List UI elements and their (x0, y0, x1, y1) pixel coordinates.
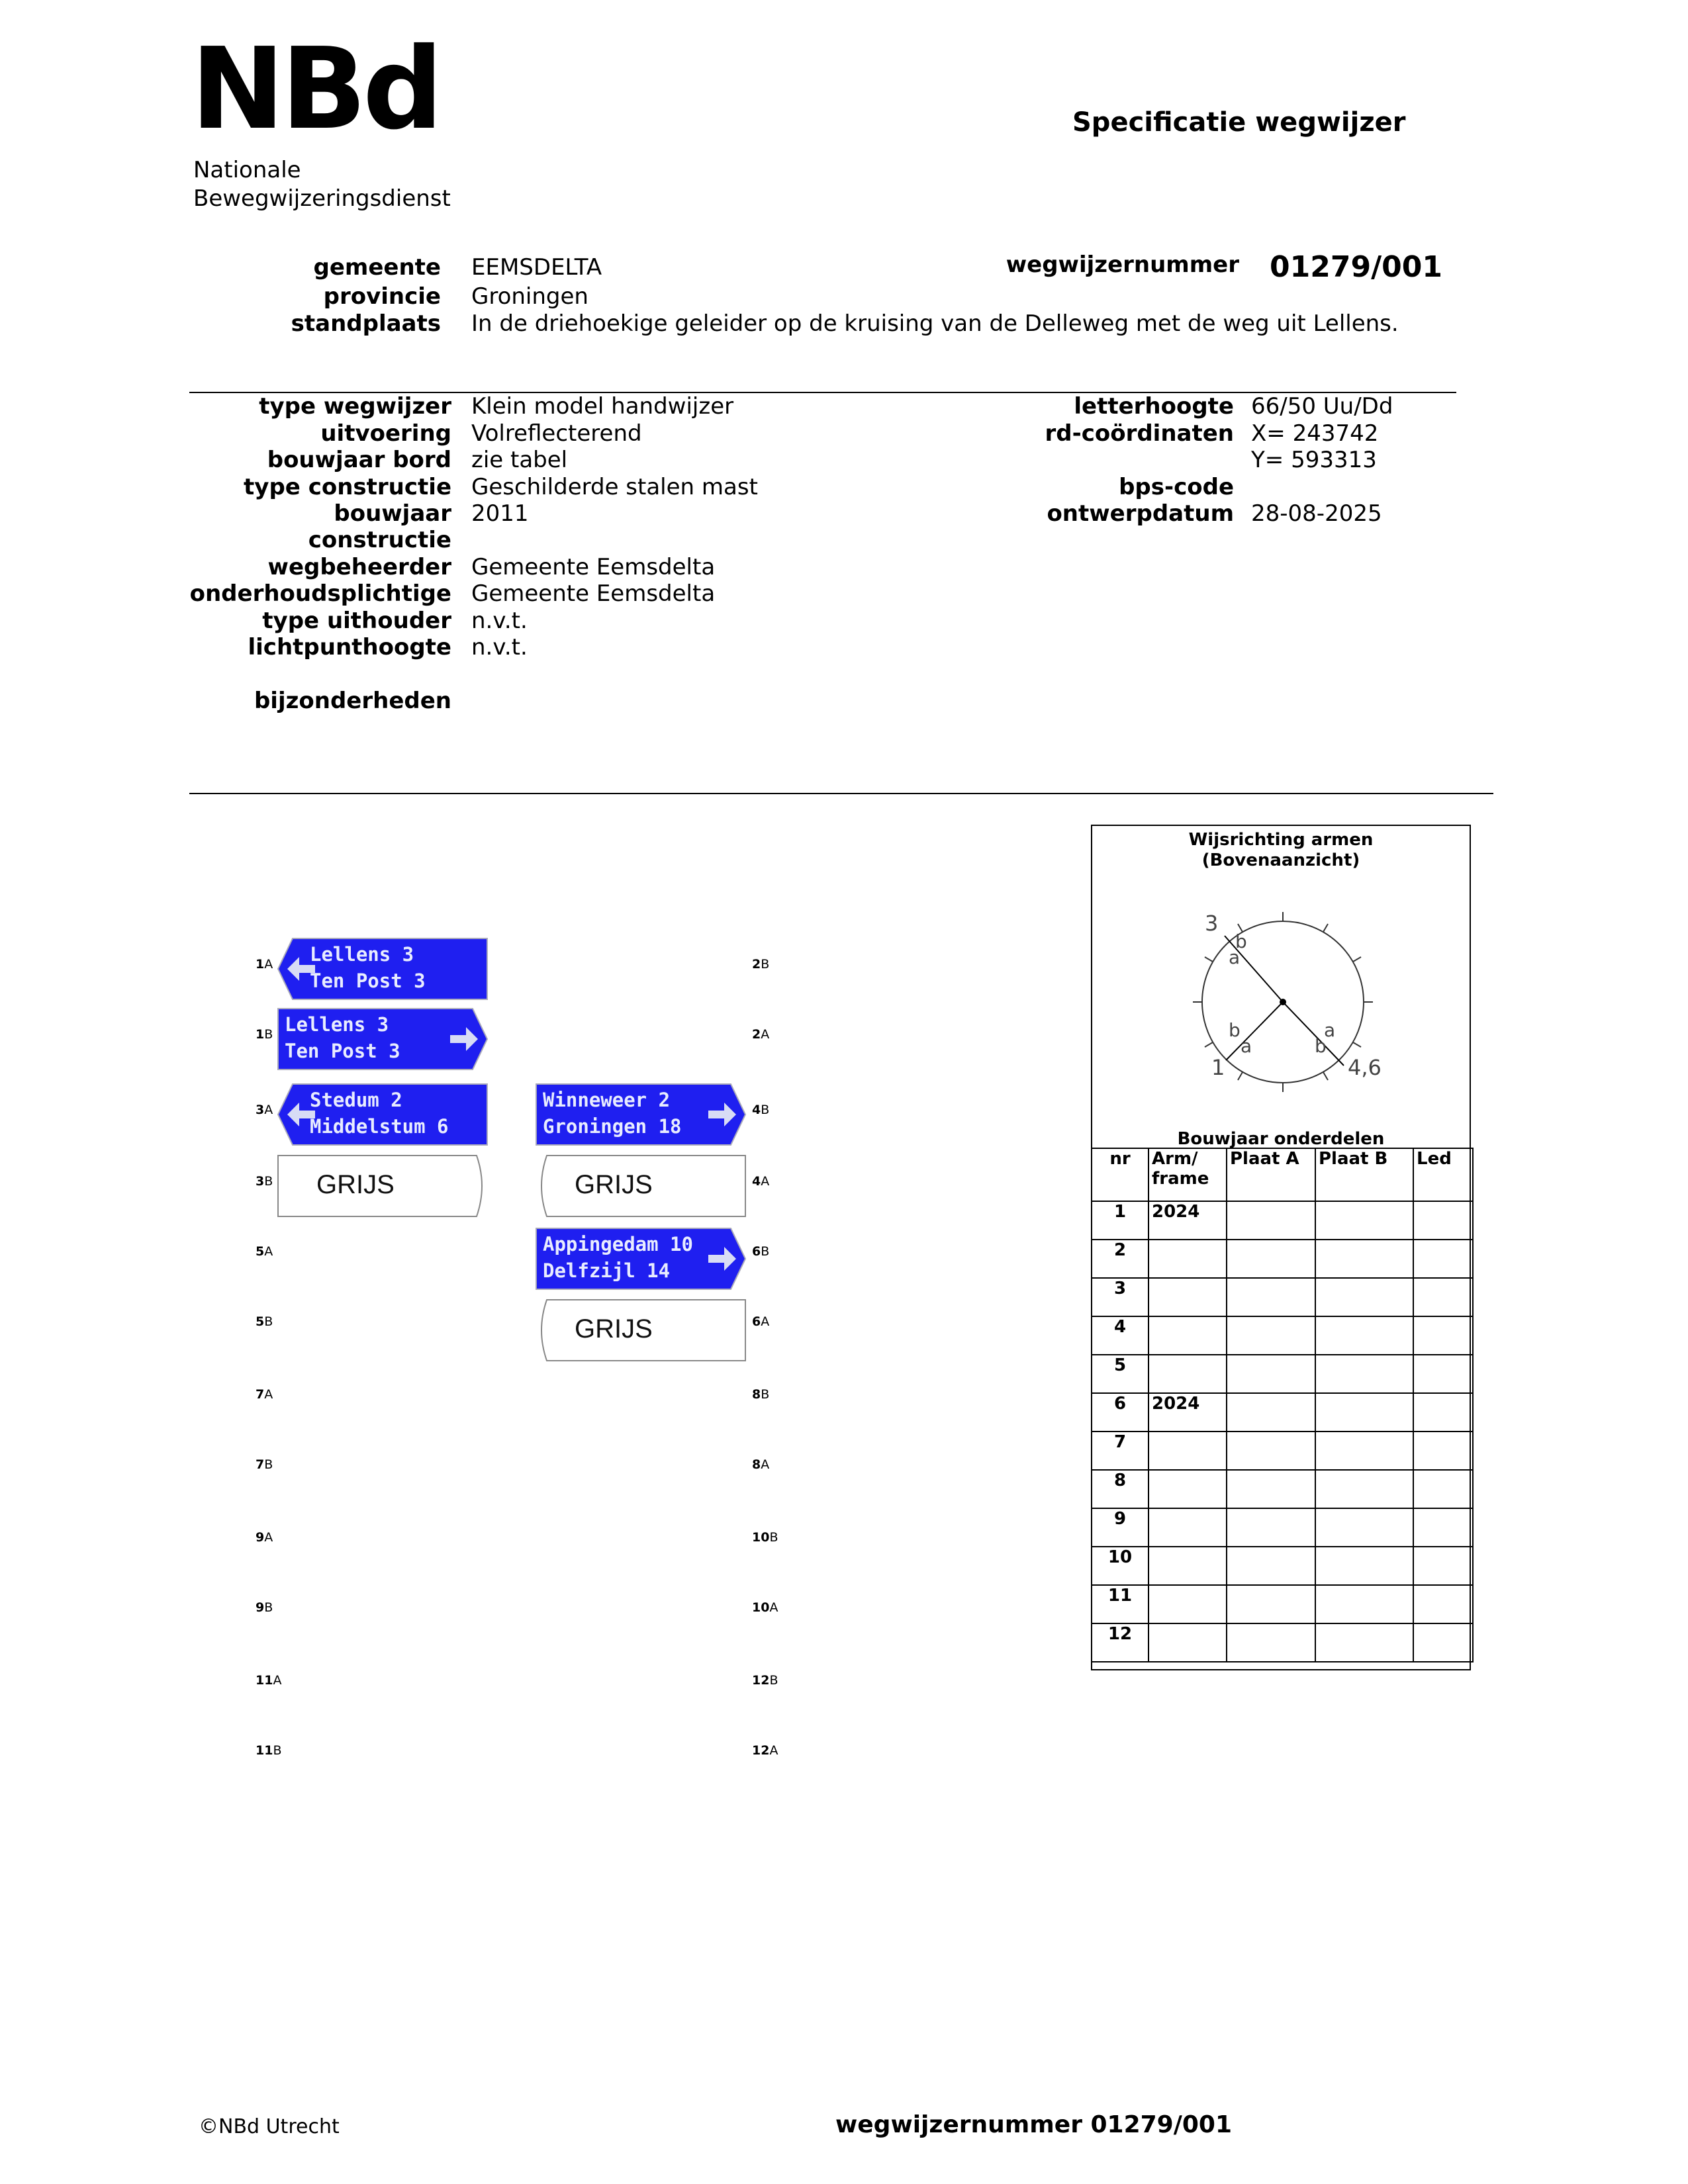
cell-arm-frame: 2024 (1149, 1393, 1227, 1432)
cell-led (1413, 1240, 1473, 1278)
sign-4b-line-1: Winneweer 2 (543, 1089, 671, 1111)
compass-b-46: b (1315, 1035, 1327, 1057)
onderhoudsplichtige-value: Gemeente Eemsdelta (471, 580, 716, 607)
cell-plaat-a (1227, 1432, 1315, 1470)
cell-nr: 2 (1092, 1240, 1149, 1278)
position-number: 11 (256, 1743, 273, 1758)
sign-6a-grey-label: GRIJS (575, 1314, 653, 1343)
compass-label-4-6: 4,6 (1348, 1055, 1382, 1080)
rd-coordinaten-label: rd-coördinaten (1045, 420, 1234, 447)
position-number: 4 (752, 1103, 761, 1117)
position-label (256, 1314, 273, 1329)
position-side: A (264, 1387, 273, 1402)
type-constructie-label: type constructie (244, 474, 451, 500)
position-label (256, 1743, 282, 1758)
compass-center (1280, 999, 1286, 1005)
position-number: 10 (752, 1600, 770, 1615)
wijsrichting-title: Wijsrichting armen (1188, 830, 1374, 850)
cell-arm-frame (1149, 1470, 1227, 1508)
bouwjaar-constructie-label-2: constructie (308, 527, 451, 553)
type-wegwijzer-label: type wegwijzer (259, 393, 451, 420)
position-number: 10 (752, 1530, 770, 1545)
wijsrichting-subtitle: (Bovenaanzicht) (1201, 850, 1360, 870)
position-side: A (264, 957, 273, 972)
position-side: A (769, 1600, 778, 1615)
cell-arm-frame (1149, 1585, 1227, 1623)
table-row (1092, 1508, 1473, 1547)
logo-line-2: Bewegwijzeringsdienst (193, 185, 451, 212)
cell-nr: 12 (1092, 1623, 1149, 1662)
arm-3 (1225, 936, 1283, 1002)
cell-nr: 8 (1092, 1470, 1149, 1508)
cell-plaat-b (1315, 1201, 1413, 1240)
position-label (752, 1027, 769, 1042)
cell-plaat-b (1315, 1240, 1413, 1278)
provincie-value: Groningen (471, 283, 588, 310)
gemeente-label: gemeente (313, 254, 441, 281)
wegbeheerder-label: wegbeheerder (267, 554, 451, 580)
position-label (256, 1457, 273, 1472)
position-side: B (769, 1673, 778, 1688)
position-label (752, 1673, 778, 1688)
rd-y-value: Y= 593313 (1251, 447, 1377, 473)
provincie-label: provincie (323, 283, 441, 310)
cell-nr: 7 (1092, 1432, 1149, 1470)
sign-4b-line-2: Groningen 18 (543, 1115, 682, 1138)
position-side: A (273, 1673, 282, 1688)
col-nr: nr (1092, 1148, 1149, 1201)
bouwjaar-constructie-label-1: bouwjaar (334, 500, 451, 527)
cell-plaat-a (1227, 1547, 1315, 1585)
gemeente-value: EEMSDELTA (471, 254, 602, 281)
position-side: B (761, 1103, 770, 1117)
table-row (1092, 1547, 1473, 1585)
table-row (1092, 1278, 1473, 1316)
table-row (1092, 1201, 1473, 1240)
cell-arm-frame (1149, 1316, 1227, 1355)
cell-plaat-b (1315, 1278, 1413, 1316)
position-side: B (264, 1457, 273, 1472)
compass-a-46: a (1324, 1019, 1336, 1041)
cell-led (1413, 1278, 1473, 1316)
position-label (752, 1530, 778, 1545)
sign-3a-line-2: Middelstum 6 (310, 1115, 449, 1138)
position-label (752, 1314, 769, 1329)
position-label (256, 1027, 273, 1042)
position-label (256, 1530, 273, 1545)
sign-1a-line-1: Lellens 3 (310, 943, 414, 966)
position-side: B (264, 1600, 273, 1615)
cell-arm-frame (1149, 1355, 1227, 1393)
sign-6b-line-1: Appingedam 10 (543, 1233, 693, 1255)
sign-6b-line-2: Delfzijl 14 (543, 1259, 671, 1282)
bouwjaar-table (1091, 1148, 1474, 1662)
uitvoering-label: uitvoering (320, 420, 451, 447)
bouwjaar-constructie-value: 2011 (471, 500, 529, 527)
cell-arm-frame (1149, 1432, 1227, 1470)
position-side: B (761, 1244, 770, 1259)
wegwijzernummer-value: 01279/001 (1270, 250, 1442, 284)
cell-nr: 3 (1092, 1278, 1149, 1316)
cell-nr: 6 (1092, 1393, 1149, 1432)
cell-plaat-b (1315, 1316, 1413, 1355)
cell-plaat-a (1227, 1201, 1315, 1240)
document-title: Specificatie wegwijzer (1072, 107, 1406, 138)
position-number: 12 (752, 1673, 770, 1688)
position-side: A (761, 1174, 770, 1189)
cell-plaat-b (1315, 1432, 1413, 1470)
type-uithouder-value: n.v.t. (471, 608, 528, 634)
compass-label-1: 1 (1211, 1055, 1225, 1080)
col-arm-frame: Arm/ frame (1149, 1148, 1227, 1201)
nbd-logo: NBd (191, 24, 440, 155)
position-side: B (769, 1530, 778, 1545)
cell-plaat-a (1227, 1316, 1315, 1355)
position-number: 3 (256, 1103, 265, 1117)
standplaats-label: standplaats (291, 310, 441, 337)
position-label (256, 1174, 273, 1189)
position-side: A (264, 1244, 273, 1259)
position-side: A (761, 1027, 770, 1042)
type-constructie-value: Geschilderde stalen mast (471, 474, 758, 500)
position-number: 2 (752, 957, 761, 972)
cell-plaat-a (1227, 1585, 1315, 1623)
position-side: A (264, 1530, 273, 1545)
wegbeheerder-value: Gemeente Eemsdelta (471, 554, 716, 580)
cell-led (1413, 1508, 1473, 1547)
wegwijzernummer-label: wegwijzernummer (1006, 251, 1239, 278)
cell-nr: 10 (1092, 1547, 1149, 1585)
position-number: 1 (256, 1027, 265, 1042)
bouwjaar-bord-value: zie tabel (471, 447, 568, 473)
cell-plaat-a (1227, 1278, 1315, 1316)
position-side: A (761, 1457, 770, 1472)
type-wegwijzer-value: Klein model handwijzer (471, 393, 734, 420)
position-number: 8 (752, 1457, 761, 1472)
table-row (1092, 1585, 1473, 1623)
footer-copyright: ©NBd Utrecht (199, 2115, 340, 2138)
cell-nr: 1 (1092, 1201, 1149, 1240)
position-number: 6 (752, 1314, 761, 1329)
cell-led (1413, 1355, 1473, 1393)
cell-plaat-a (1227, 1623, 1315, 1662)
cell-led (1413, 1623, 1473, 1662)
position-label (752, 1387, 769, 1402)
compass-a-1: a (1241, 1035, 1252, 1057)
cell-arm-frame (1149, 1623, 1227, 1662)
cell-led (1413, 1547, 1473, 1585)
col-led: Led (1413, 1148, 1473, 1201)
table-row (1092, 1470, 1473, 1508)
cell-led (1413, 1393, 1473, 1432)
position-number: 9 (256, 1600, 265, 1615)
sign-1a-line-2: Ten Post 3 (310, 970, 426, 992)
position-number: 7 (256, 1457, 265, 1472)
ontwerpdatum-label: ontwerpdatum (1047, 500, 1234, 527)
sign-4a-grey-label: GRIJS (575, 1170, 653, 1199)
cell-led (1413, 1316, 1473, 1355)
col-plaat-b: Plaat B (1315, 1148, 1413, 1201)
position-side: B (761, 1387, 770, 1402)
table-row (1092, 1432, 1473, 1470)
compass-b-3: b (1235, 931, 1247, 952)
position-label (752, 1743, 778, 1758)
sign-1b-line-1: Lellens 3 (285, 1013, 389, 1036)
cell-plaat-b (1315, 1585, 1413, 1623)
divider-bottom (189, 793, 1493, 794)
cell-plaat-b (1315, 1355, 1413, 1393)
col-plaat-a: Plaat A (1227, 1148, 1315, 1201)
cell-nr: 5 (1092, 1355, 1149, 1393)
position-label (752, 957, 769, 972)
cell-led (1413, 1585, 1473, 1623)
position-side: A (264, 1103, 273, 1117)
compass-a-3: a (1229, 946, 1241, 968)
position-number: 3 (256, 1174, 265, 1189)
cell-plaat-a (1227, 1240, 1315, 1278)
position-label (256, 1387, 273, 1402)
position-label (752, 1600, 778, 1615)
sign-3a-line-1: Stedum 2 (310, 1089, 402, 1111)
position-label (256, 957, 273, 972)
cell-plaat-a (1227, 1393, 1315, 1432)
cell-plaat-b (1315, 1508, 1413, 1547)
onderhoudsplichtige-label: onderhoudsplichtige (189, 580, 451, 607)
letterhoogte-value: 66/50 Uu/Dd (1251, 393, 1393, 420)
position-number: 1 (256, 957, 265, 972)
cell-plaat-a (1227, 1355, 1315, 1393)
position-label (752, 1174, 769, 1189)
position-label (256, 1673, 281, 1688)
cell-led (1413, 1470, 1473, 1508)
cell-arm-frame (1149, 1508, 1227, 1547)
position-label (752, 1457, 769, 1472)
cell-led (1413, 1201, 1473, 1240)
uitvoering-value: Volreflecterend (471, 420, 642, 447)
position-side: B (264, 1027, 273, 1042)
cell-nr: 4 (1092, 1316, 1149, 1355)
position-number: 8 (752, 1387, 761, 1402)
position-side: B (264, 1314, 273, 1329)
bouwjaar-bord-label: bouwjaar bord (267, 447, 451, 473)
position-number: 11 (256, 1673, 273, 1688)
table-row (1092, 1240, 1473, 1278)
position-side: A (761, 1314, 770, 1329)
cell-arm-frame (1149, 1278, 1227, 1316)
position-number: 5 (256, 1314, 265, 1329)
sign-1b-line-2: Ten Post 3 (285, 1040, 400, 1062)
standplaats-value: In de driehoekige geleider op de kruising van de Delleweg met de weg uit Lellens. (471, 310, 1399, 337)
lichtpunthoogte-value: n.v.t. (471, 634, 528, 660)
cell-nr: 11 (1092, 1585, 1149, 1623)
position-label (256, 1244, 273, 1259)
position-number: 12 (752, 1743, 770, 1758)
position-side: B (264, 1174, 273, 1189)
position-side: A (769, 1743, 778, 1758)
cell-arm-frame (1149, 1547, 1227, 1585)
table-row (1092, 1316, 1473, 1355)
position-label (256, 1600, 273, 1615)
cell-plaat-a (1227, 1470, 1315, 1508)
position-number: 9 (256, 1530, 265, 1545)
table-row (1092, 1355, 1473, 1393)
position-side: B (273, 1743, 282, 1758)
bouwjaar-title: Bouwjaar onderdelen (1177, 1129, 1385, 1149)
rd-x-value: X= 243742 (1251, 420, 1379, 447)
position-number: 2 (752, 1027, 761, 1042)
compass-label-3: 3 (1205, 911, 1219, 936)
position-number: 5 (256, 1244, 265, 1259)
position-label (752, 1103, 769, 1117)
footer-wegwijzernummer: wegwijzernummer 01279/001 (835, 2111, 1233, 2138)
lichtpunthoogte-label: lichtpunthoogte (248, 634, 451, 660)
sign-3b-grey-label: GRIJS (316, 1170, 395, 1199)
cell-arm-frame (1149, 1240, 1227, 1278)
bps-code-label: bps-code (1119, 474, 1234, 500)
cell-plaat-b (1315, 1547, 1413, 1585)
cell-plaat-b (1315, 1470, 1413, 1508)
position-label (752, 1244, 769, 1259)
position-number: 6 (752, 1244, 761, 1259)
cell-nr: 9 (1092, 1508, 1149, 1547)
table-row (1092, 1623, 1473, 1662)
type-uithouder-label: type uithouder (262, 608, 451, 634)
table-row (1092, 1393, 1473, 1432)
logo-line-1: Nationale (193, 157, 301, 183)
bijzonderheden-label: bijzonderheden (254, 688, 451, 714)
position-number: 4 (752, 1174, 761, 1189)
cell-plaat-a (1227, 1508, 1315, 1547)
position-side: B (761, 957, 770, 972)
position-number: 7 (256, 1387, 265, 1402)
letterhoogte-label: letterhoogte (1074, 393, 1234, 420)
cell-plaat-b (1315, 1393, 1413, 1432)
ontwerpdatum-value: 28-08-2025 (1251, 500, 1382, 527)
cell-plaat-b (1315, 1623, 1413, 1662)
cell-arm-frame: 2024 (1149, 1201, 1227, 1240)
compass-b-1: b (1229, 1019, 1241, 1041)
position-label (256, 1103, 273, 1117)
cell-led (1413, 1432, 1473, 1470)
